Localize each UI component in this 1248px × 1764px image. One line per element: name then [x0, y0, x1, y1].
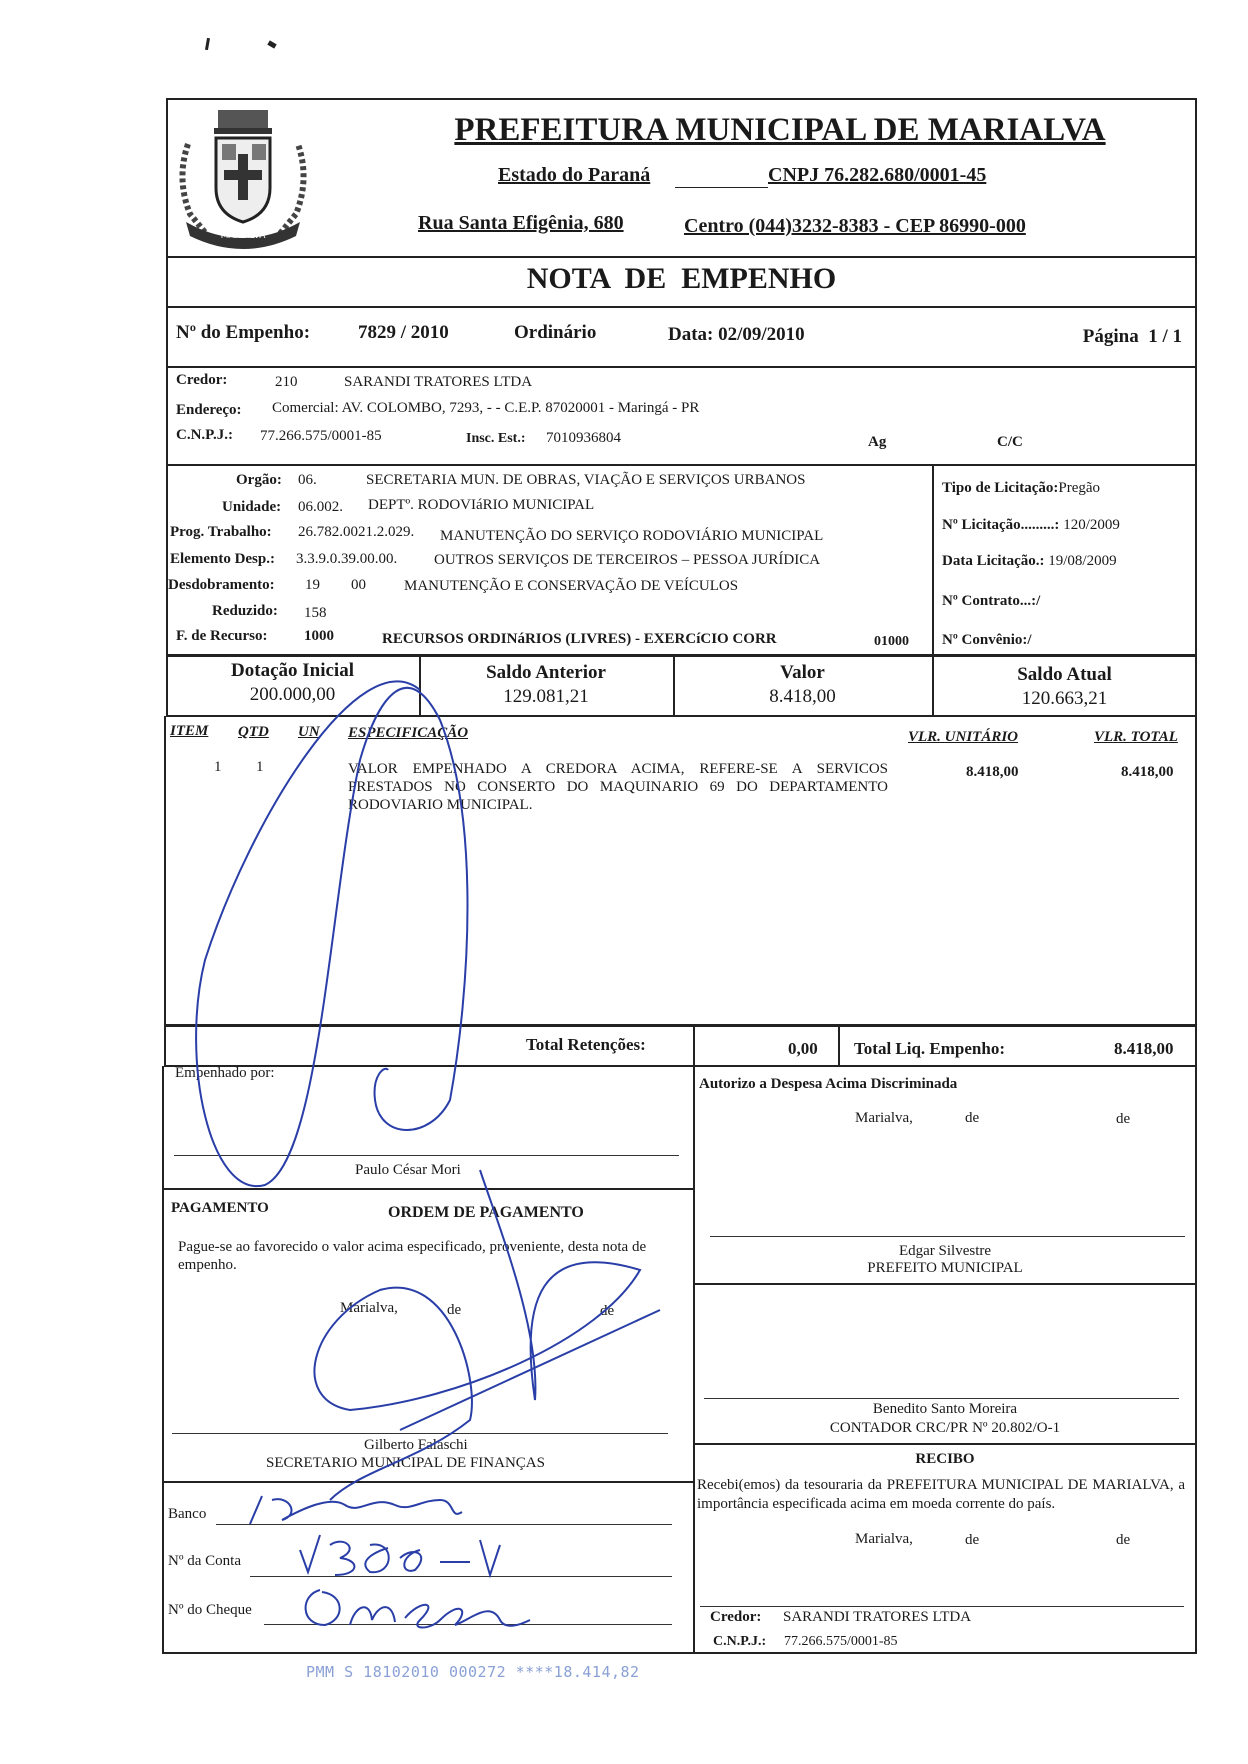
empenhado-label: Empenhado por:	[175, 1065, 275, 1081]
recurso-desc: RECURSOS ORDINáRIOS (LIVRES) - EXERCíCIO CORR	[382, 631, 777, 647]
pagamento-de: de	[447, 1302, 462, 1318]
city-hall-name: PREFEITURA MUNICIPAL DE MARIALVA	[454, 112, 1106, 148]
cc-label: C/C	[997, 434, 1023, 450]
insc-value: 7010936804	[546, 430, 621, 446]
ordem-pagamento-title: ORDEM DE PAGAMENTO	[388, 1204, 584, 1221]
prefeito-name: Edgar Silvestre	[898, 1243, 992, 1259]
unidade-label: Unidade:	[222, 499, 282, 515]
secretario-name: Gilberto Falaschi	[364, 1437, 468, 1453]
empenho-label: Nº do Empenho:	[176, 322, 311, 343]
recibo-cnpj-label: C.N.P.J.:	[713, 1634, 767, 1649]
secretario-title: SECRETARIO MUNICIPAL DE FINANÇAS	[266, 1455, 545, 1471]
prefeito-title: PREFEITO MUNICIPAL	[867, 1260, 1023, 1276]
cheque-handwriting	[306, 1590, 530, 1628]
empenho-number: 7829 / 2010	[358, 322, 449, 343]
item-total-value: 8.418,00	[1121, 764, 1174, 780]
ag-label: Ag	[868, 434, 887, 450]
unidade-desc: DEPTº. RODOVIáRIO MUNICIPAL	[368, 497, 595, 513]
col-total-header: VLR. TOTAL	[1094, 729, 1178, 745]
document-title: NOTA DE EMPENHO	[526, 262, 837, 295]
empenho-date: Data: 02/09/2010	[668, 324, 805, 345]
recibo-de: de	[1116, 1532, 1131, 1548]
contador-title: CONTADOR CRC/PR Nº 20.802/O-1	[829, 1420, 1061, 1436]
recibo-de: de	[965, 1532, 980, 1548]
svg-text:MARIALVA: MARIALVA	[220, 231, 266, 241]
elemento-desc: OUTROS SERVIÇOS DE TERCEIROS – PESSOA JURÍDICA	[434, 552, 821, 568]
pagamento-de: de	[600, 1303, 615, 1319]
empenhado-name: Paulo César Mori	[355, 1162, 461, 1178]
contador-name: Benedito Santo Moreira	[872, 1401, 1018, 1417]
recibo-credor-value: SARANDI TRATORES LTDA	[783, 1609, 972, 1625]
prog-label: Prog. Trabalho:	[170, 524, 272, 540]
desdobramento-code: 19	[305, 577, 320, 593]
banco-label: Banco	[168, 1506, 207, 1522]
endereco-value: Comercial: AV. COLOMBO, 7293, - - C.E.P. 87020001 - Maringá - PR	[272, 400, 700, 416]
reduzido-value: 158	[304, 605, 327, 621]
header-cnpj: CNPJ 76.282.680/0001-45	[768, 164, 987, 186]
pagamento-title: PAGAMENTO	[171, 1200, 269, 1216]
header-street: Rua Santa Efigênia, 680	[418, 212, 624, 234]
credor-cnpj-value: 77.266.575/0001-85	[260, 428, 382, 444]
item-number: 1	[214, 759, 222, 775]
recibo-city: Marialva,	[855, 1531, 913, 1547]
credor-label: Credor:	[176, 372, 228, 388]
cheque-label: Nº do Cheque	[168, 1602, 252, 1618]
item-specification: VALOR EMPENHADO A CREDORA ACIMA, REFERE-SE A SERVICOS PRESTADOS NO CONSERTO DO MAQUINARIO 69 DO DEPARTAMENTO RODOVIARIO MUNICIPAL.	[348, 761, 888, 813]
item-unit-value: 8.418,00	[966, 764, 1019, 780]
liquido-value: 8.418,00	[1114, 1039, 1174, 1058]
item-quantity: 1	[256, 759, 264, 775]
col-qtd-header: QTD	[238, 724, 269, 740]
col-item-header: ITEM	[170, 723, 209, 739]
insc-label: Insc. Est.:	[466, 431, 526, 446]
numero-licitacao-value: 120/2009	[1063, 517, 1120, 533]
credor-name: SARANDI TRATORES LTDA	[344, 374, 533, 390]
secretario-signature	[314, 1170, 660, 1500]
elemento-code: 3.3.9.0.39.00.00.	[296, 551, 398, 567]
prog-desc: MANUTENÇÃO DO SERVIÇO RODOVIÁRIO MUNICIPAL	[440, 528, 824, 544]
orgao-label: Orgão:	[236, 472, 282, 488]
bank-stamp: PMM S 18102010 000272 ****18.414,82	[306, 1663, 640, 1681]
desdobramento-label: Desdobramento:	[168, 577, 275, 593]
recibo-cnpj-value: 77.266.575/0001-85	[784, 1634, 898, 1649]
credor-code: 210	[275, 374, 298, 390]
autorizo-title: Autorizo a Despesa Acima Discriminada	[699, 1076, 958, 1092]
dotacao-value: 200.000,00	[249, 684, 336, 705]
empenho-type: Ordinário	[514, 322, 597, 343]
tipo-licitacao-label: Tipo de Licitação:	[942, 480, 1059, 496]
desdobramento-desc: MANUTENÇÃO E CONSERVAÇÃO DE VEÍCULOS	[404, 578, 739, 594]
saldo-atual-label: Saldo Atual	[1017, 664, 1112, 685]
saldo-atual-value: 120.663,21	[1021, 688, 1108, 709]
state-name: Estado do Paraná	[498, 164, 651, 186]
conta-handwriting	[300, 1535, 500, 1575]
valor-value: 8.418,00	[769, 686, 836, 707]
elemento-label: Elemento Desp.:	[170, 551, 275, 567]
col-unit-header: VLR. UNITÁRIO	[908, 729, 1019, 745]
endereco-label: Endereço:	[176, 402, 242, 418]
valor-label: Valor	[780, 662, 825, 683]
recurso-code2: 01000	[874, 634, 909, 649]
unidade-code: 06.002.	[298, 499, 343, 515]
empenhado-signature	[196, 681, 467, 1186]
numero-convenio: Nº Convênio:/	[942, 632, 1032, 648]
header-address: Centro (044)3232-8383 - CEP 86990-000	[684, 215, 1026, 237]
saldo-anterior-label: Saldo Anterior	[486, 662, 606, 683]
autorizo-city: Marialva,	[855, 1110, 913, 1126]
tipo-licitacao-value: Pregão	[1058, 480, 1101, 496]
autorizo-de: de	[1116, 1111, 1131, 1127]
recurso-label: F. de Recurso:	[176, 628, 268, 644]
reduzido-label: Reduzido:	[212, 603, 278, 619]
saldo-anterior-value: 129.081,21	[503, 686, 589, 707]
recurso-code: 1000	[304, 628, 334, 644]
col-un-header: UN	[298, 724, 320, 740]
numero-contrato: Nº Contrato...:/	[942, 593, 1041, 609]
liquido-label: Total Liq. Empenho:	[854, 1039, 1005, 1058]
data-licitacao-value: 19/08/2009	[1048, 553, 1117, 569]
banco-handwriting	[250, 1496, 462, 1524]
data-licitacao-label: Data Licitação.:	[942, 553, 1045, 569]
page-number: Página 1 / 1	[1082, 326, 1182, 347]
recibo-text: Recebi(emos) da tesouraria da PREFEITURA MUNICIPAL DE MARIALVA, a importância especificada acima em moeda corrente do país.	[697, 1477, 1185, 1512]
autorizo-de: de	[965, 1110, 980, 1126]
pague-text: Pague-se ao favorecido o valor acima especificado, proveniente, desta nota de empenho.	[178, 1239, 647, 1273]
orgao-code: 06.	[298, 472, 317, 488]
recibo-credor-label: Credor:	[710, 1609, 762, 1625]
recibo-title: RECIBO	[915, 1451, 975, 1467]
conta-label: Nº da Conta	[168, 1553, 241, 1569]
numero-licitacao-label: Nº Licitação.........:	[942, 517, 1060, 533]
desdobramento-code2: 00	[351, 577, 366, 593]
retencoes-value: 0,00	[788, 1039, 818, 1058]
credor-cnpj-label: C.N.P.J.:	[176, 427, 233, 443]
col-spec-header: ESPECIFICAÇÃO	[348, 725, 469, 741]
prog-code: 26.782.0021.2.029.	[298, 524, 415, 540]
pagamento-city: Marialva,	[340, 1300, 398, 1316]
dotacao-label: Dotação Inicial	[231, 660, 354, 681]
retencoes-label: Total Retenções:	[526, 1035, 646, 1054]
orgao-desc: SECRETARIA MUN. DE OBRAS, VIAÇÃO E SERVIÇOS URBANOS	[366, 472, 806, 488]
